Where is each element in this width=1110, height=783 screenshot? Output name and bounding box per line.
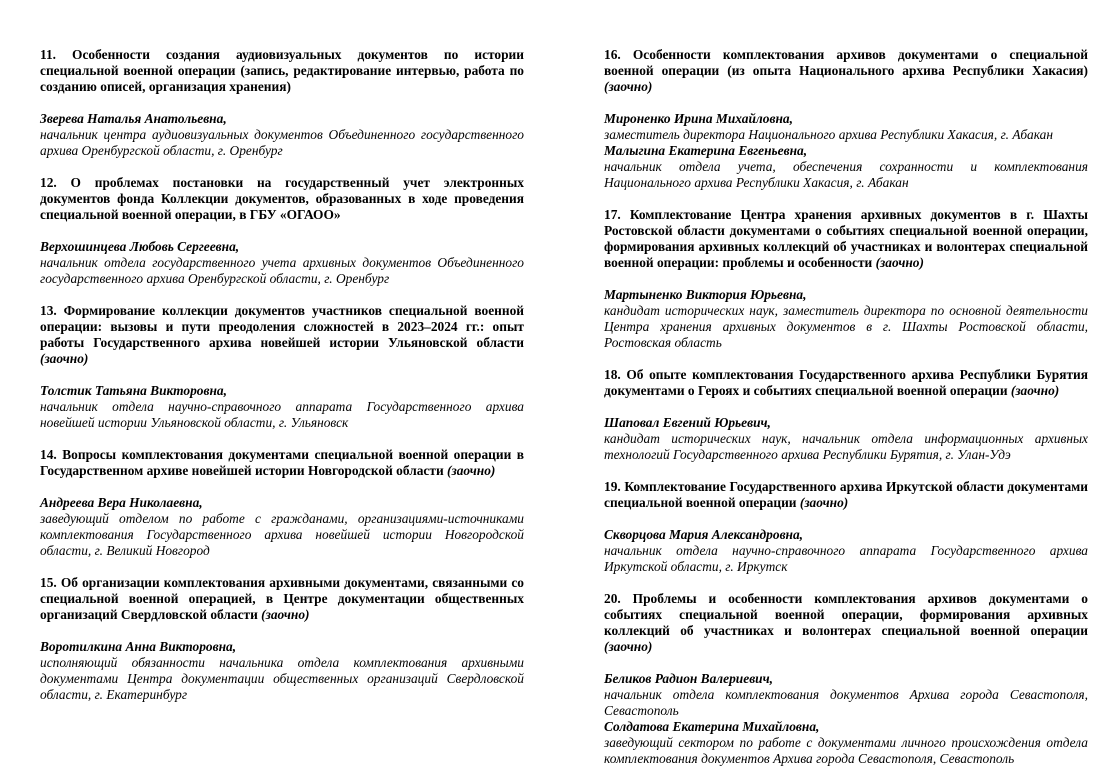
right-column bbox=[604, 47, 1088, 783]
item-remote-note: (заочно) bbox=[1007, 383, 1060, 398]
item-remote-note: (заочно) bbox=[872, 255, 924, 270]
item-title bbox=[604, 47, 1088, 95]
speaker-block bbox=[40, 495, 524, 559]
speakers bbox=[604, 287, 1088, 351]
item-title-text: 16. Особенности комплектования архивов документами о специальной военной операции (из опыта Национального архива Республики Хакасия) bbox=[604, 47, 1088, 78]
program-item bbox=[604, 207, 1088, 351]
speakers bbox=[40, 239, 524, 287]
item-title-text: 13. Формирование коллекции документов участников специальной военной операции: вызовы и пути преодоления сложностей в 2023–2024 гг.: опыт работы Государственного архива новейшей истории Ульяновской области bbox=[40, 303, 524, 350]
item-title bbox=[40, 303, 524, 367]
speakers bbox=[604, 111, 1088, 191]
item-title bbox=[604, 479, 1088, 511]
speaker-block bbox=[604, 527, 1088, 575]
speaker-name: Воротилкина Анна Викторовна, bbox=[40, 639, 237, 654]
item-title-text: 20. Проблемы и особенности комплектования архивов документами о событиях специальной военной операции, формирования архивных коллекций об участниках и волонтерах специальной военной операции bbox=[604, 591, 1088, 638]
item-title-text: 11. Особенности создания аудиовизуальных документов по истории специальной военной операции (запись, редактирование интервью, работа по созданию описей, организация хранения) bbox=[40, 47, 524, 94]
program-item bbox=[604, 479, 1088, 575]
item-title bbox=[40, 575, 524, 623]
speaker-block bbox=[604, 143, 1088, 191]
item-remote-note: (заочно) bbox=[604, 639, 653, 654]
item-title bbox=[40, 175, 524, 223]
program-item bbox=[40, 175, 524, 287]
speaker-name: Верхошинцева Любовь Сергеевна, bbox=[40, 239, 240, 254]
speaker-role: начальник отдела комплектования документов Архива города Севастополя, Севастополь bbox=[604, 687, 1088, 718]
speaker-role: начальник отдела научно-справочного аппарата Государственного архива новейшей истории Ульяновской области, г. Ульяновск bbox=[40, 399, 524, 430]
item-title bbox=[40, 47, 524, 95]
speaker-role: заведующий отделом по работе с гражданами, организациями-источниками комплектования Государственного архива новейшей истории Новгородской области, г. Великий Новгород bbox=[40, 511, 524, 558]
speaker-name: Андреева Вера Николаевна, bbox=[40, 495, 203, 510]
speaker-name: Беликов Радион Валериевич, bbox=[604, 671, 774, 686]
speakers bbox=[604, 415, 1088, 463]
item-remote-note: (заочно) bbox=[257, 607, 310, 622]
speaker-block bbox=[604, 719, 1088, 767]
speaker-role: кандидат исторических наук, начальник отдела информационных архивных технологий Государственного архива Республики Бурятия, г. Улан-Удэ bbox=[604, 431, 1088, 462]
item-title-text: 19. Комплектование Государственного архива Иркутской области документами специальной военной операции bbox=[604, 479, 1088, 510]
item-title-text: 15. Об организации комплектования архивными документами, связанными со специальной военной операцией, в Центре документации общественных организаций Свердловской области bbox=[40, 575, 524, 622]
speaker-role: заместитель директора Национального архива Республики Хакасия, г. Абакан bbox=[604, 127, 1054, 142]
speaker-block bbox=[40, 383, 524, 431]
speaker-block bbox=[604, 111, 1088, 143]
item-title-text: 18. Об опыте комплектования Государственного архива Республики Бурятия документами о Героях и событиях специальной военной операции bbox=[604, 367, 1088, 398]
left-column bbox=[40, 47, 524, 783]
speaker-name: Мироненко Ирина Михайловна, bbox=[604, 111, 793, 126]
program-item bbox=[40, 447, 524, 559]
program-item bbox=[40, 575, 524, 703]
item-title-text: 17. Комплектование Центра хранения архивных документов в г. Шахты Ростовской области документами о событиях специальной военной операции, формирования архивных коллекций об участниках и волонтерах специальной военной операции: проблемы и особенности bbox=[604, 207, 1088, 270]
speaker-name: Малыгина Екатерина Евгеньевна, bbox=[604, 143, 808, 158]
speakers bbox=[40, 383, 524, 431]
speakers bbox=[40, 495, 524, 559]
speaker-role: заведующий сектором по работе с документами личного происхождения отдела комплектования документов Архива города Севастополя, Севастополь bbox=[604, 735, 1088, 766]
speaker-name: Шаповал Евгений Юрьевич, bbox=[604, 415, 771, 430]
speaker-name: Зверева Наталья Анатольевна, bbox=[40, 111, 227, 126]
item-title-text: 12. О проблемах постановки на государственный учет электронных документов фонда Коллекции документов, образованных в ходе проведения специальной военной операции, в ГБУ «ОГАОО» bbox=[40, 175, 524, 222]
speaker-role: начальник отдела научно-справочного аппарата Государственного архива Иркутской области, г. Иркутск bbox=[604, 543, 1088, 574]
speaker-block bbox=[40, 639, 524, 703]
speaker-role: начальник отдела государственного учета архивных документов Объединенного государственного архива Оренбургской области, г. Оренбург bbox=[40, 255, 524, 286]
program-item bbox=[40, 303, 524, 431]
item-title-text: 14. Вопросы комплектования документами специальной военной операции в Государственном архиве новейшей истории Новгородской области bbox=[40, 447, 524, 478]
item-remote-note: (заочно) bbox=[796, 495, 849, 510]
item-title bbox=[604, 207, 1088, 271]
program-item bbox=[604, 591, 1088, 767]
speaker-name: Скворцова Мария Александровна, bbox=[604, 527, 804, 542]
program-item bbox=[604, 47, 1088, 191]
speaker-name: Толстик Татьяна Викторовна, bbox=[40, 383, 227, 398]
speakers bbox=[40, 111, 524, 159]
item-remote-note: (заочно) bbox=[604, 79, 653, 94]
speakers bbox=[604, 671, 1088, 767]
item-remote-note: (заочно) bbox=[40, 351, 89, 366]
item-title bbox=[604, 367, 1088, 399]
speaker-block bbox=[40, 239, 524, 287]
speaker-role: исполняющий обязанности начальника отдела комплектования архивными документами Центра документации общественных организаций Свердловской области, г. Екатеринбург bbox=[40, 655, 524, 702]
speaker-name: Солдатова Екатерина Михайловна, bbox=[604, 719, 820, 734]
speaker-block bbox=[604, 287, 1088, 351]
item-remote-note: (заочно) bbox=[443, 463, 496, 478]
speaker-role: начальник центра аудиовизуальных документов Объединенного государственного архива Оренбургской области, г. Оренбург bbox=[40, 127, 524, 158]
speaker-block bbox=[604, 415, 1088, 463]
speaker-name: Мартыненко Виктория Юрьевна, bbox=[604, 287, 807, 302]
speakers bbox=[40, 639, 524, 703]
program-item bbox=[40, 47, 524, 159]
item-title bbox=[40, 447, 524, 479]
speaker-role: начальник отдела учета, обеспечения сохранности и комплектования Национального архива Республики Хакасия, г. Абакан bbox=[604, 159, 1088, 190]
speakers bbox=[604, 527, 1088, 575]
speaker-block bbox=[40, 111, 524, 159]
program-item bbox=[604, 367, 1088, 463]
speaker-role: кандидат исторических наук, заместитель директора по основной деятельности Центра хранения архивных документов в г. Шахты Ростовской области, Ростовская область bbox=[604, 303, 1088, 350]
speaker-block bbox=[604, 671, 1088, 719]
item-title bbox=[604, 591, 1088, 655]
